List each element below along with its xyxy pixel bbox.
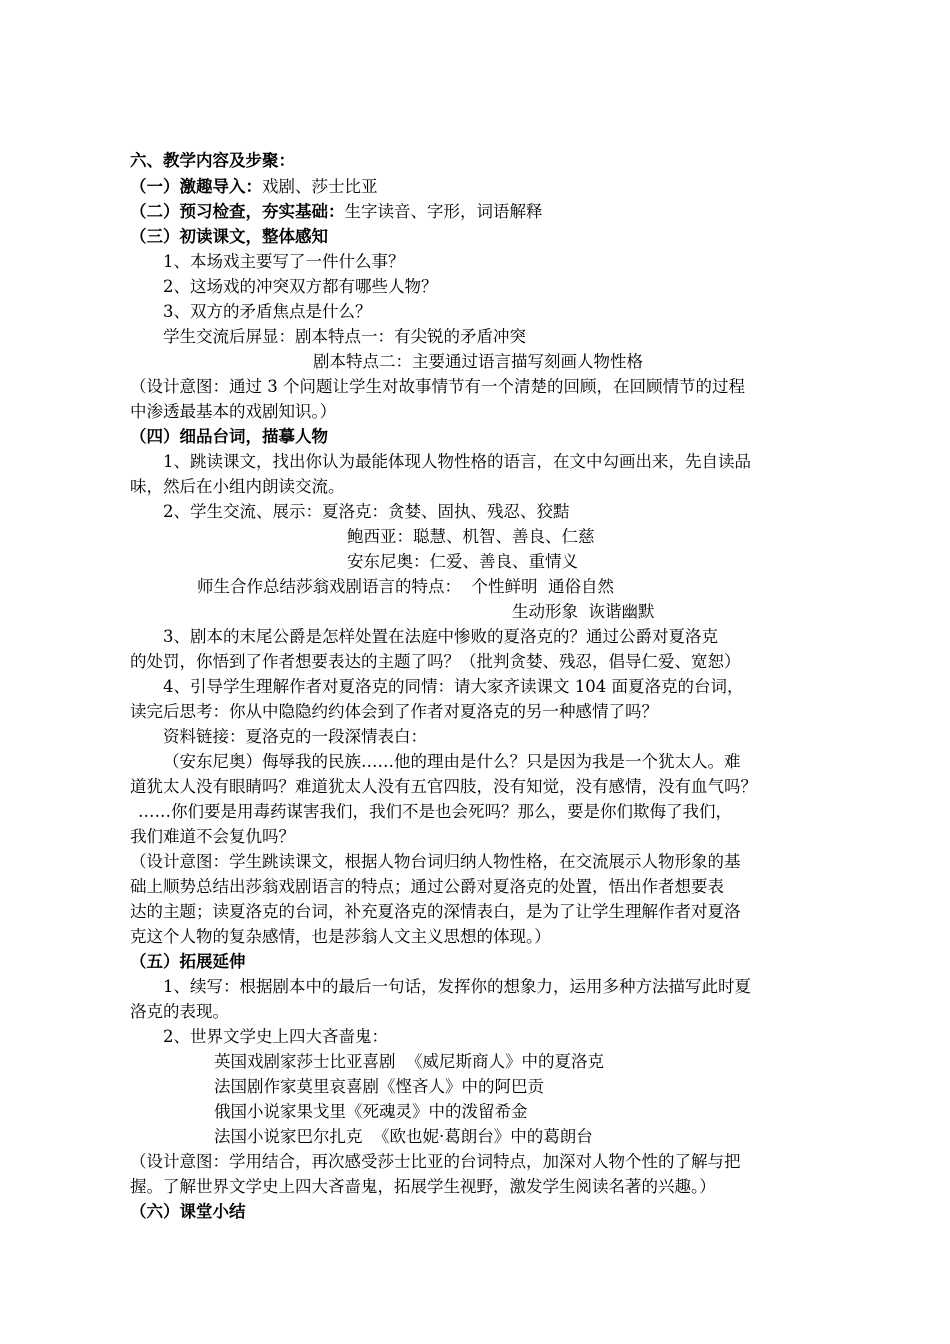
part4-intent-line: 达的主题；读夏洛克的台词，补充夏洛克的深情表白，是为了让学生理解作者对夏洛 — [130, 902, 741, 921]
part4-heading: （四）细品台词，描摹人物 — [130, 427, 328, 446]
miser-list-item: 法国剧作家莫里哀喜剧《悭吝人》中的阿巴贡 — [214, 1077, 544, 1096]
part3-heading: （三）初读课文，整体感知 — [130, 227, 328, 246]
part4-summary-line: 师生合作总结莎翁戏剧语言的特点： 个性鲜明 通俗自然 — [197, 577, 614, 596]
part1-line — [130, 176, 378, 198]
part5-item1-line: 洛克的表现。 — [130, 1002, 229, 1021]
part3-intent-line: 中渗透最基本的戏剧知识。） — [130, 402, 337, 421]
part5-intent-line: 握。了解世界文学史上四大吝啬鬼，拓展学生视野，激发学生阅读名著的兴趣。） — [130, 1177, 716, 1196]
part4-item4-line: 读完后思考：你从中隐隐约约体会到了作者对夏洛克的另一种感情了吗？ — [130, 702, 658, 721]
part3-question-1: 1、本场戏主要写了一件什么事？ — [163, 252, 405, 271]
part1-heading: （一）激趣导入： — [130, 177, 262, 196]
miser-list-item: 俄国小说家果戈里《死魂灵》中的泼留希金 — [214, 1102, 528, 1121]
part4-item3-line: 3、剧本的末尾公爵是怎样处置在法庭中惨败的夏洛克的？通过公爵对夏洛克 — [163, 627, 718, 646]
part4-intent-line: 克这个人物的复杂感情，也是莎翁人文主义思想的体现。） — [130, 927, 551, 946]
part5-heading: （五）拓展延伸 — [130, 952, 246, 971]
part4-quote-line: （安东尼奥）侮辱我的民族……他的理由是什么？只是因为我是一个犹太人。难 — [163, 752, 741, 771]
part4-item1-line: 1、跳读课文，找出你认为最能体现人物性格的语言，在文中勾画出来，先自读品 — [163, 452, 751, 471]
part4-item2-line: 鲍西亚：聪慧、机智、善良、仁慈 — [347, 527, 595, 546]
part6-heading: （六）课堂小结 — [130, 1202, 246, 1221]
part4-item1-line: 味，然后在小组内朗读交流。 — [130, 477, 345, 496]
part3-intent-line: （设计意图：通过 3 个问题让学生对故事情节有一个清楚的回顾，在回顾情节的过程 — [130, 377, 745, 396]
part5-item2: 2、世界文学史上四大吝啬鬼： — [163, 1027, 388, 1046]
part4-quote-line: 我们难道不会复仇吗？ — [130, 827, 295, 846]
part3-screen-2: 剧本特点二：主要通过语言描写刻画人物性格 — [313, 352, 643, 371]
part5-intent-line: （设计意图：学用结合，再次感受莎士比亚的台词特点，加深对人物个性的了解与把 — [130, 1152, 741, 1171]
part4-item2-line: 2、学生交流、展示：夏洛克：贪婪、固执、残忍、狡黠 — [163, 502, 570, 521]
part4-intent-line: 础上顺势总结出莎翁戏剧语言的特点；通过公爵对夏洛克的处置，悟出作者想要表 — [130, 877, 724, 896]
part4-resource-link: 资料链接：夏洛克的一段深情表白： — [163, 727, 427, 746]
part2-line — [130, 201, 543, 223]
miser-list-item: 英国戏剧家莎士比亚喜剧 《威尼斯商人》中的夏洛克 — [214, 1052, 604, 1071]
part4-quote-line: 道犹太人没有眼睛吗？难道犹太人没有五官四肢，没有知觉，没有感情，没有血气吗？ — [130, 777, 757, 796]
miser-list-item: 法国小说家巴尔扎克 《欧也妮·葛朗台》中的葛朗台 — [214, 1127, 593, 1146]
part1-body: 戏剧、莎士比亚 — [262, 177, 378, 196]
part4-quote-line: ……你们要是用毒药谋害我们，我们不是也会死吗？那么，要是你们欺侮了我们， — [138, 802, 732, 821]
part3-question-2: 2、这场戏的冲突双方都有哪些人物？ — [163, 277, 438, 296]
part4-intent-line: （设计意图：学生跳读课文，根据人物台词归纳人物性格，在交流展示人物形象的基 — [130, 852, 741, 871]
part5-item1-line: 1、续写：根据剧本中的最后一句话，发挥你的想象力，运用多种方法描写此时夏 — [163, 977, 751, 996]
section-title: 六、教学内容及步聚： — [130, 151, 295, 170]
part4-item2-line: 安东尼奥：仁爱、善良、重情义 — [347, 552, 578, 571]
part4-item4-line: 4、引导学生理解作者对夏洛克的同情：请大家齐读课文 104 面夏洛克的台词， — [163, 677, 744, 696]
part2-heading: （二）预习检查，夯实基础： — [130, 202, 345, 221]
part4-summary-line: 生动形象 诙谐幽默 — [512, 602, 655, 621]
part3-question-3: 3、双方的矛盾焦点是什么？ — [163, 302, 372, 321]
part3-screen-1: 学生交流后屏显：剧本特点一：有尖锐的矛盾冲突 — [163, 327, 526, 346]
part2-body: 生字读音、字形，词语解释 — [344, 202, 543, 221]
part4-item3-line: 的处罚，你悟到了作者想要表达的主题了吗？（批判贪婪、残忍，倡导仁爱、宽恕） — [130, 652, 741, 671]
